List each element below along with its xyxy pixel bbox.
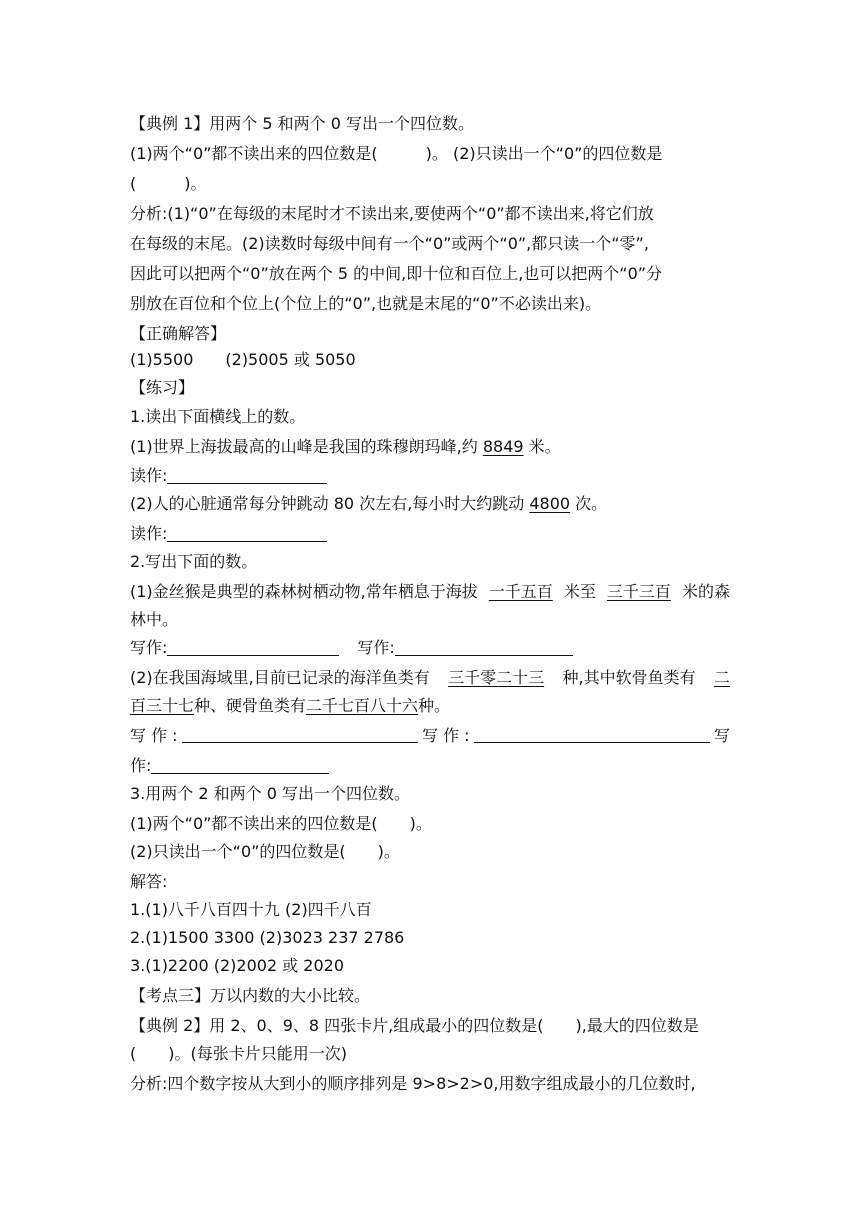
example-1-question-line xyxy=(130,144,730,164)
answer-blank[interactable] xyxy=(167,525,327,542)
write-label: 写 作 : xyxy=(130,726,178,745)
text: (1)世界上海拔最高的山峰是我国的珠穆朗玛峰,约 xyxy=(130,437,483,456)
text: (2)在我国海域里,目前已记录的海洋鱼类有 xyxy=(130,668,430,687)
analysis-line-4: 别放在百位和个位上(个位上的“0”,也就是末尾的“0”不必读出来)。 xyxy=(130,294,602,313)
text: 米至 xyxy=(563,582,596,601)
write-label: 写 xyxy=(713,726,730,745)
example-2-analysis: 分析:四个数字按从大到小的顺序排列是 9>8>2>0,用数字组成最小的几位数时, xyxy=(130,1074,696,1093)
example-2-question-line xyxy=(130,1016,730,1036)
underlined-number: 8849 xyxy=(482,437,524,456)
answer-blank[interactable] xyxy=(474,726,710,743)
practice-heading: 【练习】 xyxy=(130,378,195,397)
text: (1)两个“0”都不读出来的四位数是( xyxy=(130,144,378,163)
write-answer-line-1 xyxy=(130,638,730,658)
practice-2-title: 2.写出下面的数。 xyxy=(130,552,258,571)
practice-3-item-2 xyxy=(130,842,730,862)
underlined-number: 三千三百 xyxy=(606,582,671,601)
example-1-question-cont xyxy=(130,174,730,194)
practice-2-item-2 xyxy=(130,668,730,688)
read-label: 读作: xyxy=(130,466,168,485)
answer-blank[interactable] xyxy=(182,726,418,743)
text: 种。 xyxy=(418,696,451,715)
practice-3-item-1 xyxy=(130,814,730,834)
text: (2)5005 或 5050 xyxy=(225,350,356,369)
practice-3-title: 3.用两个 2 和两个 0 写出一个四位数。 xyxy=(130,784,410,803)
analysis-line-3: 因此可以把两个“0”放在两个 5 的中间,即十位和百位上,也可以把两个“0”分 xyxy=(130,264,663,283)
text: (2)只读出一个“0”的四位数是( xyxy=(130,842,346,861)
write-label: 作: xyxy=(130,756,152,775)
underlined-number: 4800 xyxy=(529,494,571,513)
practice-2-item-2-cont xyxy=(130,696,730,716)
practice-1-title: 1.读出下面横线上的数。 xyxy=(130,407,306,426)
answers-heading: 解答: xyxy=(130,872,168,891)
analysis-line-2: 在每级的末尾。(2)读数时每级中间有一个“0”或两个“0”,都只读一个“零”, xyxy=(130,234,649,253)
text: )。 xyxy=(409,814,432,833)
read-answer-line-2 xyxy=(130,524,730,544)
correct-answer-heading: 【正确解答】 xyxy=(130,324,227,343)
practice-1-item-1 xyxy=(130,437,730,457)
underlined-number: 二 xyxy=(713,668,730,687)
topic-3-heading: 【考点三】万以内数的大小比较。 xyxy=(130,986,371,1005)
write-answer-line-3 xyxy=(130,756,730,776)
text: 种,其中软骨鱼类有 xyxy=(562,668,696,687)
underlined-number: 三千零二十三 xyxy=(448,668,545,687)
text: (2)人的心脏通常每分钟跳动 80 次左右,每小时大约跳动 xyxy=(130,494,530,513)
text: (1)两个“0”都不读出来的四位数是( xyxy=(130,814,378,833)
answer-3: 3.(1)2200 (2)2002 或 2020 xyxy=(130,956,345,975)
underlined-number: 二千七百八十六 xyxy=(306,696,419,715)
answer-blank[interactable] xyxy=(167,639,339,656)
practice-2-item-1-cont: 林中。 xyxy=(130,610,179,629)
answer-blank[interactable] xyxy=(167,467,327,484)
text: )。 xyxy=(377,842,400,861)
text: 【典例 2】用 2、0、9、8 四张卡片,组成最小的四位数是( xyxy=(130,1016,544,1035)
write-answer-line-2 xyxy=(130,726,730,746)
example-2-question-cont xyxy=(130,1044,730,1064)
practice-1-item-2 xyxy=(130,494,730,514)
text: 米。 xyxy=(523,437,561,456)
write-label: 写 作 : xyxy=(421,726,470,745)
text: ( xyxy=(130,174,137,193)
write-label: 写作: xyxy=(357,638,395,657)
text: ),最大的四位数是 xyxy=(575,1016,699,1035)
answer-blank[interactable] xyxy=(395,639,573,656)
correct-answer-line xyxy=(130,350,730,370)
text: )。 (2)只读出一个“0”的四位数是 xyxy=(425,144,663,163)
text: 次。 xyxy=(570,494,608,513)
read-label: 读作: xyxy=(130,524,168,543)
underlined-number: 百三十七 xyxy=(130,696,195,715)
text: (1)5500 xyxy=(130,350,194,369)
example-1-title: 【典例 1】用两个 5 和两个 0 写出一个四位数。 xyxy=(130,114,474,133)
write-label: 写作: xyxy=(130,638,168,657)
analysis-line-1: 分析:(1)“0”在每级的末尾时才不读出来,要使两个“0”都不读出来,将它们放 xyxy=(130,204,654,223)
underlined-number: 一千五百 xyxy=(488,582,553,601)
practice-2-item-1 xyxy=(130,582,730,602)
text: ( xyxy=(130,1044,137,1063)
answer-blank[interactable] xyxy=(151,757,329,774)
text: 种、硬骨鱼类有 xyxy=(194,696,307,715)
text: (1)金丝猴是典型的森林树栖动物,常年栖息于海拔 xyxy=(130,582,478,601)
text: )。(每张卡片只能用一次) xyxy=(168,1044,347,1063)
text: 米的森 xyxy=(681,582,730,601)
answer-1: 1.(1)八千八百四十九 (2)四千八百 xyxy=(130,900,372,919)
text: )。 xyxy=(184,174,207,193)
answer-2: 2.(1)1500 3300 (2)3023 237 2786 xyxy=(130,928,405,947)
read-answer-line-1 xyxy=(130,466,730,486)
